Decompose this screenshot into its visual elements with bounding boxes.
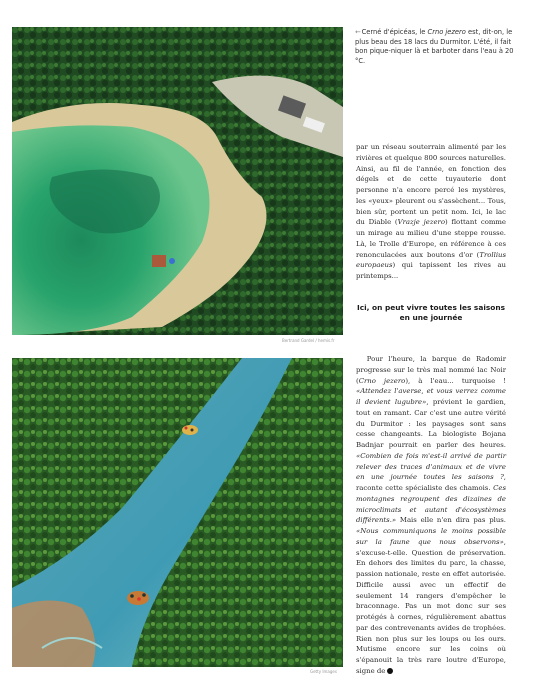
photo-caption: ←Cerné d'épicéas, le Crno jezero est, dit-on, le plus beau des 18 lacs du Durmitor. L'été, il fait bon pique-niquer là et barboter dans l'eau à 20 °C. bbox=[355, 28, 514, 65]
photo-credit-top: Bertrand Gardel / hemis.fr bbox=[282, 338, 335, 343]
river-rafting-photo bbox=[12, 358, 343, 667]
continue-arrow-icon bbox=[387, 668, 393, 674]
body-text-upper: par un réseau souterrain alimenté par les rivières et quelque 800 sources naturelles. Ainsi, au fil de l'année, en fonction des dégels et de cette tuyauterie dont personne n'a encore percé les mystères, les «yeux» pleurent ou s'assèchent... Tous, bien sûr, portent un petit nom. Ici, le lac du Diable (Vrazje jezero) flottant comme un mirage au milieu d'une steppe rousse. Là, le Trolle d'Europe, en référence à ces renonculacées aux boutons d'or (Trollius europaeus) qui tapissent les rives au printemps... bbox=[356, 143, 506, 280]
section-subheading: Ici, on peut vivre toutes les saisons en une journée bbox=[357, 303, 505, 322]
photo-credit-bottom: Getty Images bbox=[310, 669, 337, 674]
arrow-left-icon: ← bbox=[355, 28, 361, 36]
lake-aerial-photo bbox=[12, 27, 343, 335]
body-text-lower: Pour l'heure, la barque de Radomir progresse sur le très mal nommé lac Noir (Crno jezero), à l'eau... turquoise ! «Attendez l'averse, et vous verrez comme il devient lugubre», prévient le gardien, tout en ramant. Car c'est une autre vérité du Durmitor : les paysages sont sans cesse changeants. La biologiste Bojana Badnjar pourrait en parler des heures. «Combien de fois m'est-il arrivé de partir relever des traces d'animaux et de vivre en une journée toutes les saisons ?, raconte cette spécialiste des chamois. Ces montagnes regroupent des dizaines de microclimats et autant d'écosystèmes différents.» Mais elle n'en dira pas plus. «Nous communiquons le moins possible sur la faune que nous observons», s'excuse-t-elle. Question de préservation. En dehors des limites du parc, la chasse, passion nationale, reste en effet autorisée. Difficile aussi avec un effectif de seulement 14 rangers d'empêcher le braconnage. Pas un mot donc sur ses protégés à cornes, régulièrement abattus par des contrevenants avides de trophées. Rien non plus sur les loups ou les ours. Mutisme encore sur les coins où s'épanouit la très rare loutre d'Europe, signe de bbox=[356, 355, 507, 675]
